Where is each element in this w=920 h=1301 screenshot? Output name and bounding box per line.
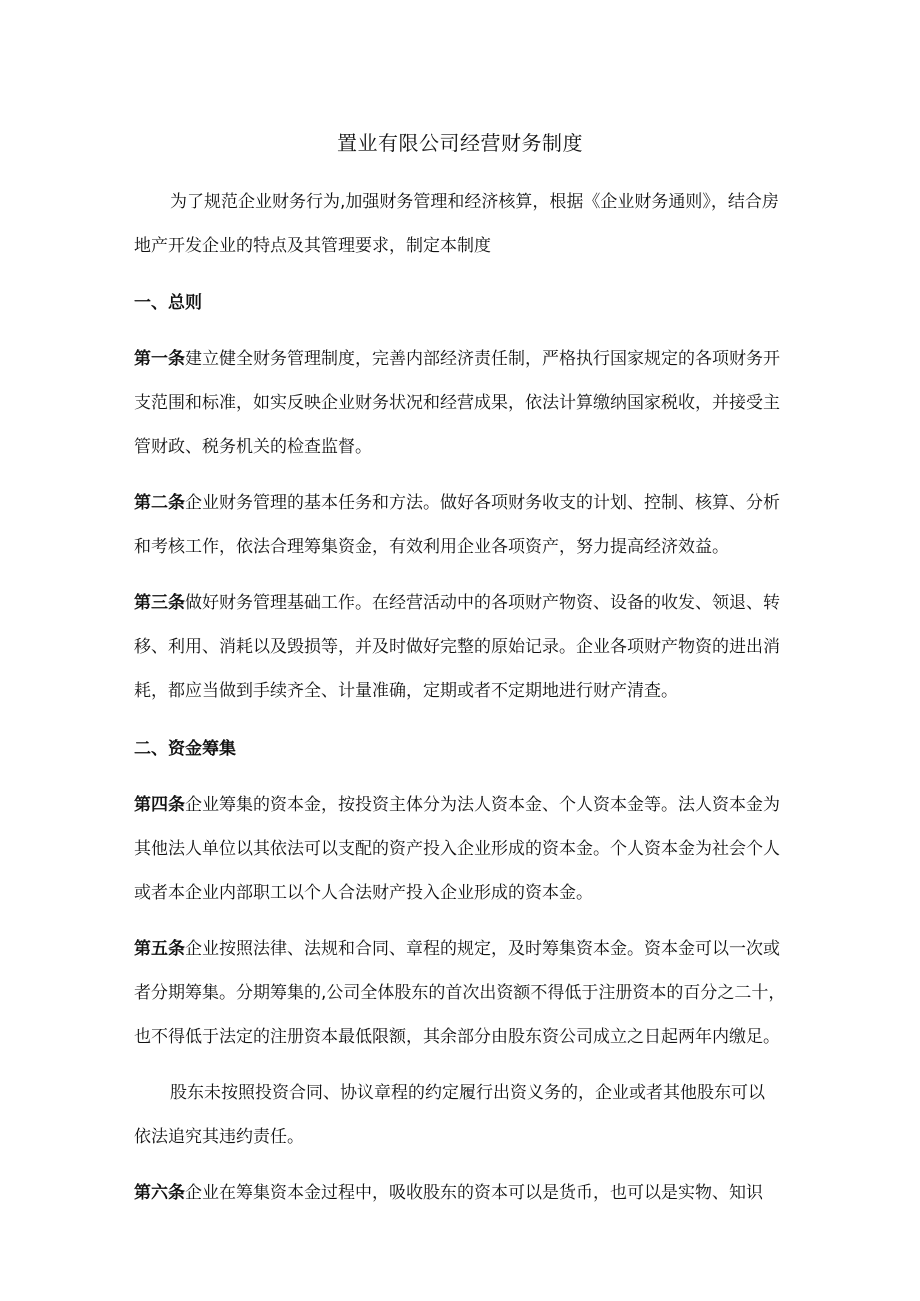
article-1 [134,337,794,469]
article-2-text-1: 企业财务管理的基本任务和方法。做好各项财务收支的计划、控制、核算、分析 [185,493,780,513]
article-6 [134,1171,794,1215]
article-4 [134,783,794,915]
article-6-text-1: 企业在筹集资本金过程中，吸收股东的资本可以是货币，也可以是实物、知识 [185,1183,763,1203]
article-5-line-2: 者分期筹集。分期筹集的,公司全体股东的首次出资额不得低于注册资本的百分之二十， [134,983,786,1003]
section-heading-fundraising: 二、资金筹集 [134,739,236,759]
article-3-line-3: 耗，都应当做到手续齐全、计量准确，定期或者不定期地进行财产清查。 [134,681,678,701]
article-1-line-1 [134,337,794,381]
article-3-label: 第三条 [134,593,185,613]
article-3-line-2: 移、利用、消耗以及毁损等，并及时做好完整的原始记录。企业各项财产物资的进出消 [134,637,780,657]
intro-line-1: 为了规范企业财务行为,加强财务管理和经济核算，根据《企业财务通则》，结合房 [170,192,779,212]
article-4-line-2: 其他法人单位以其依法可以支配的资产投入企业形成的资本金。个人资本金为社会个人 [134,839,780,859]
article-3-line-1 [134,581,794,625]
section-heading-general: 一、总则 [134,293,202,313]
article-3 [134,581,794,713]
article-1-text-1: 建立健全财务管理制度，完善内部经济责任制，严格执行国家规定的各项财务开 [185,349,780,369]
article-4-label: 第四条 [134,795,185,815]
document-title: 置业有限公司经营财务制度 [337,131,583,155]
article-6-line-1 [134,1171,794,1215]
article-2 [134,481,794,569]
article-2-line-2: 和考核工作，依法合理筹集资金，有效利用企业各项资产，努力提高经济效益。 [134,537,729,557]
article-5-cont-line-2: 依法追究其违约责任。 [134,1127,304,1147]
article-2-label: 第二条 [134,493,185,513]
intro-paragraph [134,180,794,268]
article-4-line-1 [134,783,794,827]
article-5-label: 第五条 [134,939,185,959]
article-4-text-1: 企业筹集的资本金，按投资主体分为法人资本金、个人资本金等。法人资本金为 [185,795,780,815]
article-5-line-3: 也不得低于法定的注册资本最低限额，其余部分由股东资公司成立之日起两年内缴足。 [134,1027,780,1047]
article-5-cont-line-1: 股东未按照投资合同、协议章程的约定履行出资义务的，企业或者其他股东可以 [170,1083,765,1103]
article-3-text-1: 做好财务管理基础工作。在经营活动中的各项财产物资、设备的收发、领退、转 [185,593,780,613]
article-5-line-1 [134,927,794,971]
article-5-continuation [134,1071,794,1159]
article-6-label: 第六条 [134,1183,185,1203]
article-4-line-3: 或者本企业内部职工以个人合法财产投入企业形成的资本金。 [134,883,593,903]
article-2-line-1 [134,481,794,525]
article-1-line-3: 管财政、税务机关的检查监督。 [134,437,372,457]
article-5-text-1: 企业按照法律、法规和合同、章程的规定，及时筹集资本金。资本金可以一次或 [185,939,780,959]
intro-line-2: 地产开发企业的特点及其管理要求，制定本制度 [134,236,491,256]
article-1-label: 第一条 [134,349,185,369]
article-1-line-2: 支范围和标准，如实反映企业财务状况和经营成果，依法计算缴纳国家税收，并接受主 [134,393,780,413]
article-5 [134,927,794,1059]
